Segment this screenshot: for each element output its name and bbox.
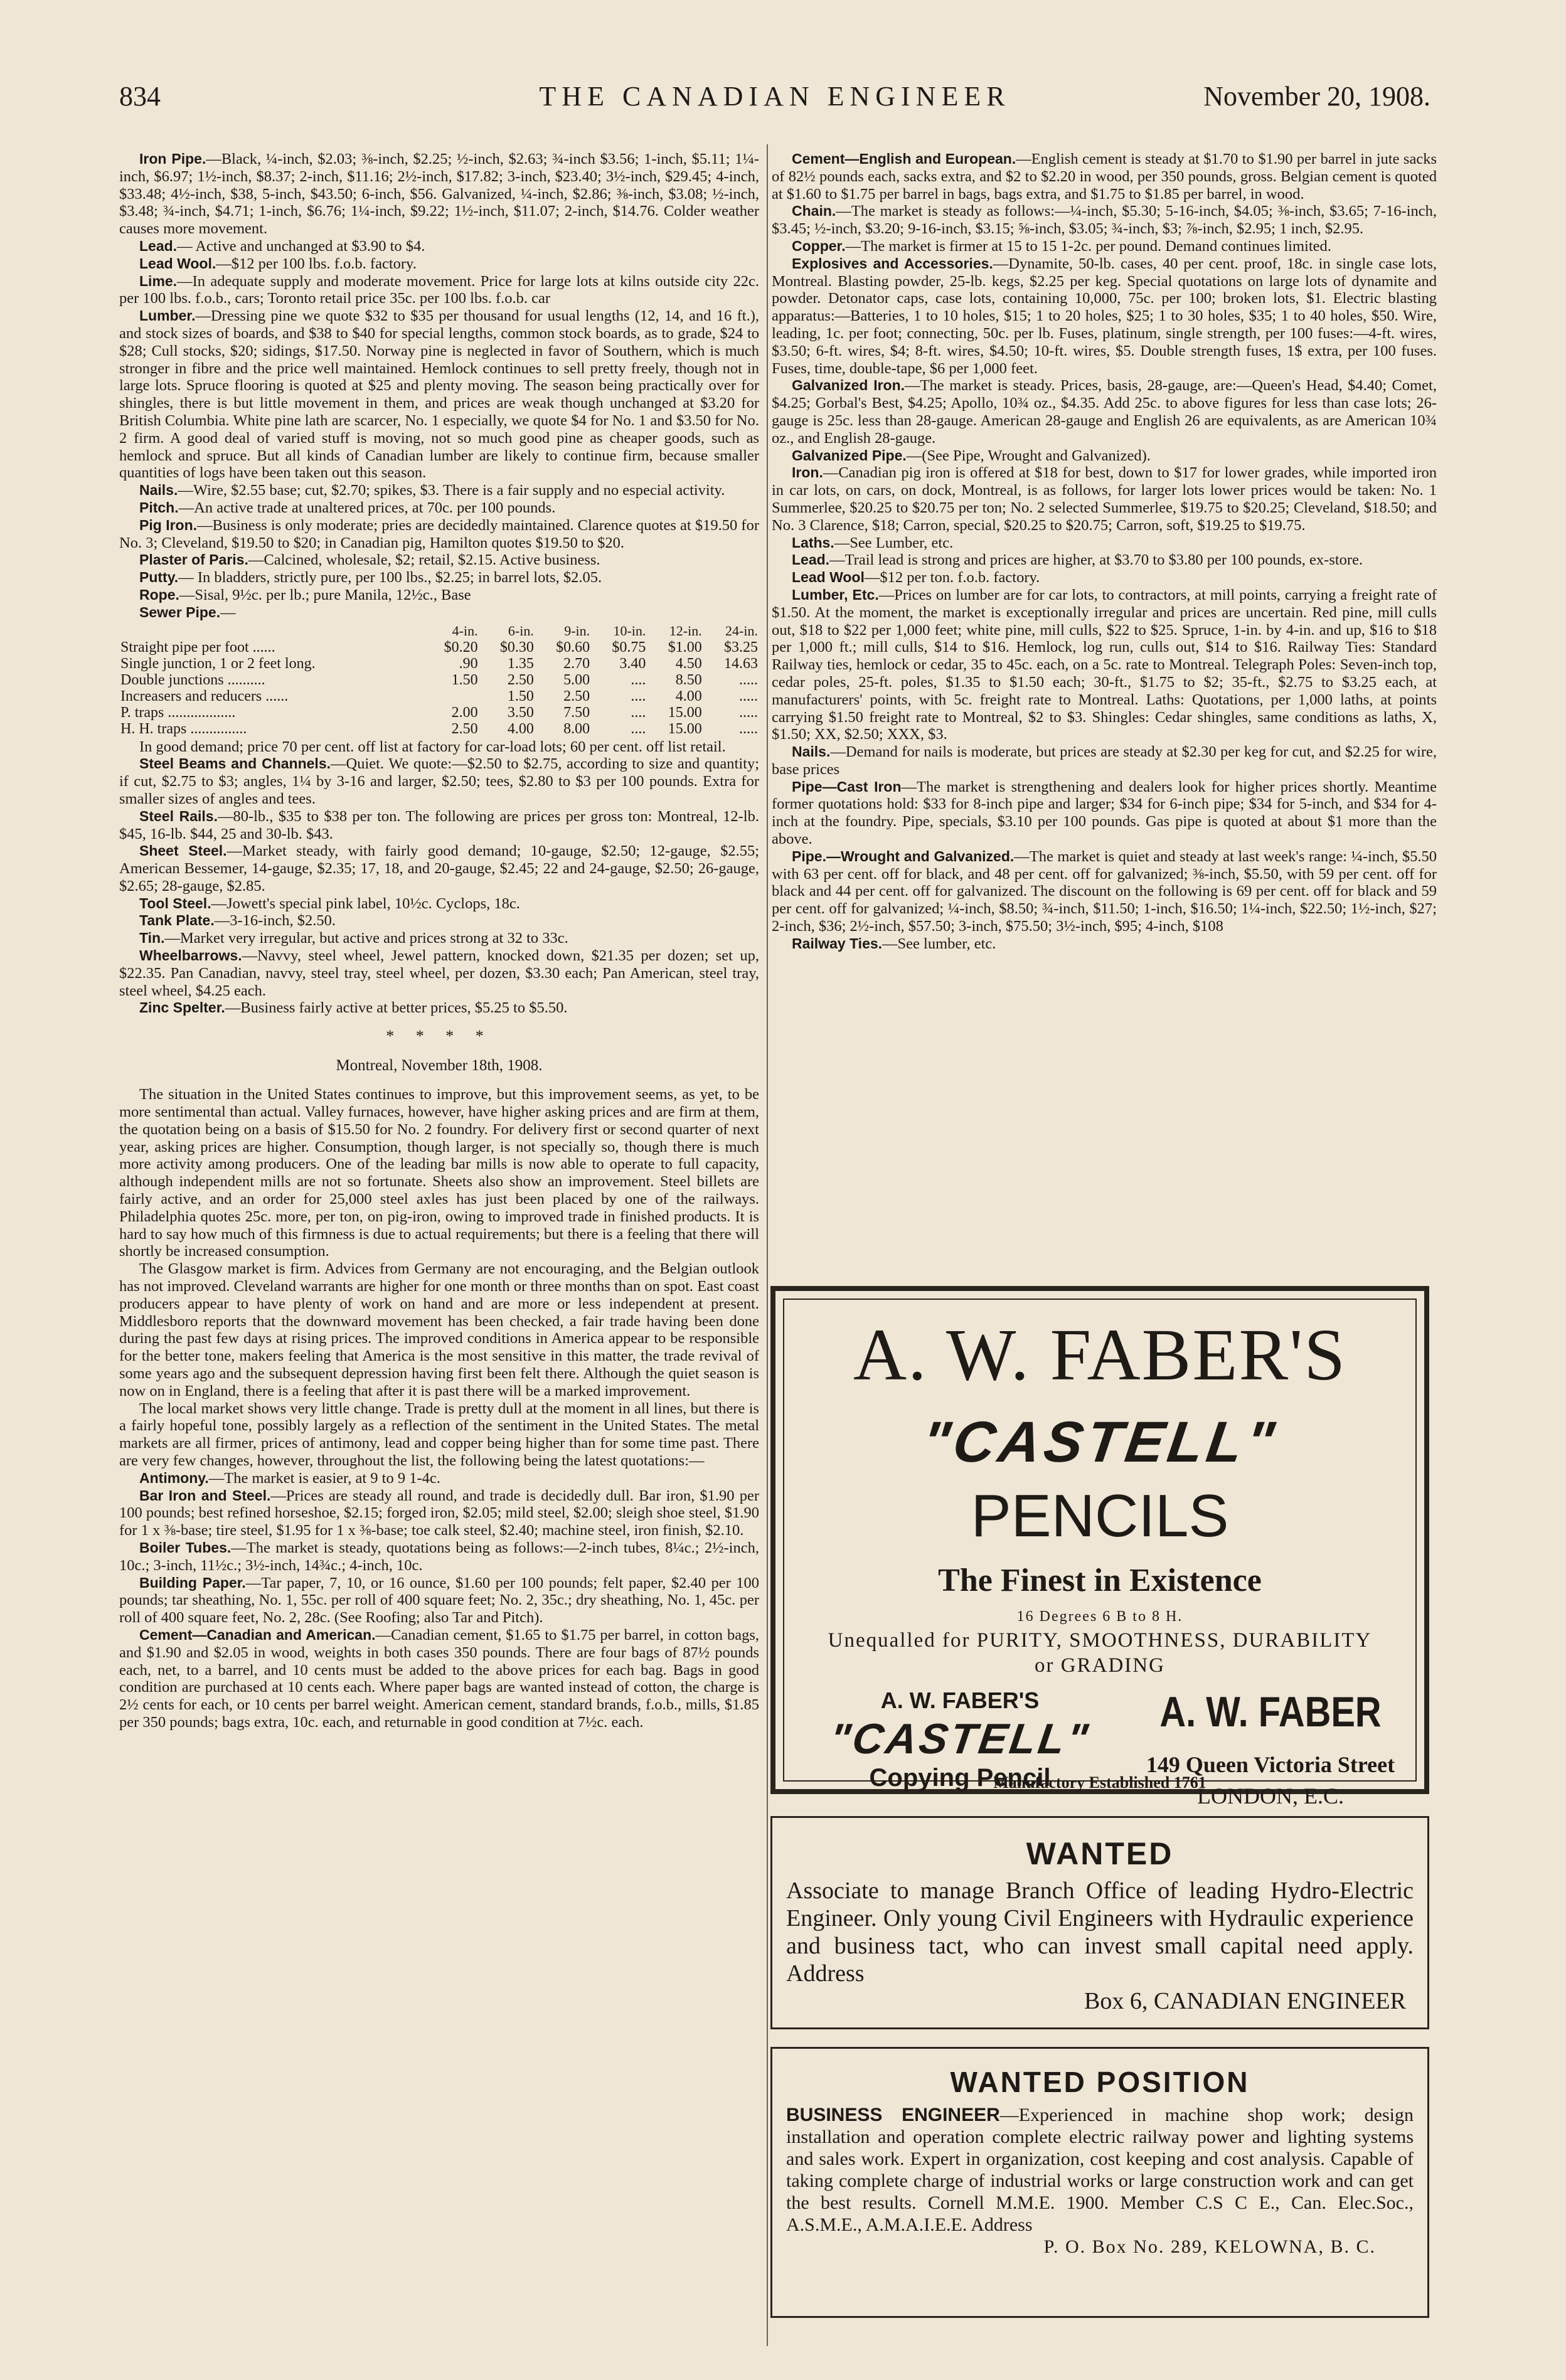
- entry-text: —Navvy, steel wheel, Jewel pattern, knocked down, $21.35 per dozen; set up, $22.35. Pan Canadian, navvy, steel tray, steel wheel, per dozen, $3.30 each; Pan American, steel tray, steel wheel, $4.25 each.: [119, 947, 759, 999]
- wanted-position-lead: BUSINESS ENGINEER: [786, 2105, 1000, 2125]
- entry-text: — In bladders, strictly pure, per 100 lbs., $2.25; in barrel lots, $2.05.: [178, 569, 602, 587]
- table-row: [119, 721, 759, 737]
- entry-heading: Copper.: [792, 237, 846, 254]
- report-paragraph: [119, 1470, 759, 1487]
- entry-text: —The market is strengthening and dealers look for higher prices shortly. Meantime former quotations hold: $33 for 8-inch pipe and larger; $34 for 6-inch pipe; $34 for 5-inch, and $34 for 4-inch at the foundry. Pipe, specials, $3.10 per 100 pounds. Gas pipe is quoted at about $1 more than the above.: [772, 778, 1437, 848]
- market-list-toronto: [119, 151, 759, 622]
- entry-heading: Lead Wool: [792, 569, 865, 586]
- sewer-price-cell: .....: [739, 704, 758, 721]
- price-entry: [772, 743, 1437, 778]
- report-paragraph: [119, 1539, 759, 1575]
- entry-heading: Galvanized Iron.: [792, 377, 905, 394]
- left-column: [119, 151, 759, 2346]
- report-paragraph: [119, 1575, 759, 1627]
- entry-heading: Tank Plate.: [139, 912, 215, 929]
- column-divider: [767, 144, 768, 2346]
- wanted-ad: [770, 1816, 1429, 2029]
- entry-text: —Canadian cement, $1.65 to $1.75 per barrel, in cotton bags, and $1.90 and $2.05 in wood, weights in both cases 350 pounds. There are four bags of 87½ pounds each, net, to a barrel, and 10 cents must be added to the above prices for each bag. Bags in good condition are purchased at 10 cents each. Where paper bags are wanted instead of cotton, the charge is 2½ cents for each, or 10 cents per barrel weight. American cement, standard brands, f.o.b., mills, $1.85 per 350 pounds; bags extra, 10c. each, and returnable in good condition at 7½c. each.: [119, 1626, 759, 1731]
- price-entry: [772, 778, 1437, 848]
- montreal-dateline: Montreal, November 18th, 1908.: [336, 1057, 543, 1075]
- sewer-price-cell: $0.30: [499, 639, 534, 656]
- faber-pencils-ad: [770, 1286, 1429, 1809]
- price-entry: [119, 808, 759, 843]
- entry-heading: Plaster of Paris.: [139, 551, 248, 568]
- entry-text: —Sisal, 9½c. per lb.; pure Manila, 12½c., Base: [179, 586, 471, 603]
- sewer-price-cell: 1.50: [451, 671, 478, 688]
- faber-ad-street: 149 Queen Victoria Street: [1146, 1752, 1395, 1777]
- price-entry: [772, 464, 1437, 534]
- entry-text: —Jowett's special pink label, 10½c. Cyclops, 18c.: [211, 895, 520, 912]
- price-entry: [119, 307, 759, 482]
- entry-text: —80-lb., $35 to $38 per ton. The following are prices per gross ton: Montreal, 12-lb. $45, 16-lb. $44, 25 and 30-lb. $43.: [119, 807, 759, 842]
- entry-heading: Pipe—Cast Iron: [792, 778, 902, 795]
- entry-text: —The market is steady, quotations being as follows:—2-inch tubes, 8¼c.; 2½-inch, 10c.; 3-inch, 11½c.; 3½-inch, 14¾c.; 4-inch, 10c.: [119, 1539, 759, 1574]
- sewer-row-label: Single junction, 1 or 2 feet long.: [120, 655, 316, 672]
- price-entry: [772, 935, 1437, 953]
- entry-text: — Active and unchanged at $3.90 to $4.: [177, 237, 425, 255]
- page-header: [119, 80, 1430, 124]
- price-entry: [772, 238, 1437, 255]
- wanted-position-text: —Experienced in machine shop work; design installation and operation complete electric railway power and lighting systems and sales work. Expert in organization, cost keeping and cost analysis. Capable of taking complete charge of industrial works or large construction work and can get the best results. Cornell M.M.E. 1900. Member C.S C E., Can. Elec.Soc., A.S.M.E., A.M.A.I.E.E. Address: [786, 2105, 1414, 2235]
- entry-heading: Nails.: [792, 743, 831, 760]
- entry-text: —Wire, $2.55 base; cut, $2.70; spikes, $3. There is a fair supply and no especial activity.: [178, 482, 725, 499]
- price-entry: [772, 377, 1437, 447]
- entry-text: —The market is steady. Prices, basis, 28-gauge, are:—Queen's Head, $4.40; Comet, $4.25; Gorbal's Best, $4.25; Apollo, 10¾ oz., $4.35. Add 25c. to above figures for less than case lots; 26-gauge is 25c. less than 28-gauge. American 28-gauge and English 26 are equivalents, as are American 10¾ oz., and English 28-gauge.: [772, 377, 1437, 447]
- entry-text: —Dressing pine we quote $32 to $35 per thousand for usual lengths (12, 14, and 16 ft.), and stock sizes of boards, and $38 to $40 for special lengths, common stock boards, as to grade, $24 to $28; Cull stocks, $20; sidings, $17.50. Norway pine is neglected in favor of Southern, which is much stronger in fibre and the price well maintained. Hemlock continues to sell pretty freely, though not in large lots. Spruce flooring is quoted at $25 and plenty moving. The season being practically over for shingles, there is but little movement in them, and prices are weak though unchanged at $3.20 for British Columbia. White pine lath are scarcer, No. 1 especially, we quote $4 for No. 1 and $3.50 for No. 2 firm. A good deal of varied stuff is moving, not so much good pine as cheaper goods, such as hemlock and spruce. But all kinds of Canadian lumber are likely to continue firm, because smaller quantities of logs have been taken out this season.: [119, 307, 759, 482]
- table-row: [119, 704, 759, 721]
- entry-text: —Black, ¼-inch, $2.03; ⅜-inch, $2.25; ½-inch, $2.63; ¾-inch $3.56; 1-inch, $5.11; 1¼-inch, $6.97; 1½-inch, $8.37; 2-inch, $11.16; 2½-inch, $17.82; 3-inch, $23.40; 3½-inch, $29.45; 4-inch, $33.48; 4½-inch, $38, 5-inch, $43.50; 6-inch, $56. Galvanized, ¼-inch, $2.86; ⅜-inch, $3.08; ½-inch, $3.48; ¾-inch, $4.71; 1-inch, $6.76; 1¼-inch, $9.22; 1½-inch, $11.07; 2-inch, $14.76. Colder weather causes more movement.: [119, 151, 759, 238]
- price-entry: [119, 569, 759, 587]
- entry-text: —Market very irregular, but active and prices strong at 32 to 33c.: [164, 930, 568, 947]
- entry-heading: Pipe.—Wrought and Galvanized.: [792, 847, 1015, 864]
- sewer-column-header: 12-in.: [669, 622, 702, 639]
- wanted-ad-body: Associate to manage Branch Office of leading Hydro-Electric Engineer. Only young Civil Engineers with Hydraulic experience and business tact, who can invest small capital need apply. Address: [786, 1878, 1414, 1987]
- sewer-price-cell: 14.63: [724, 655, 758, 672]
- entry-text: —Prices are steady all round, and trade is decidedly dull. Bar iron, $1.90 per 100 pounds; best refined horseshoe, $2.15; forged iron, $2.05; mild steel, $2.00; sleigh shoe steel, $1.90 for 1 x ⅜-base; tire steel, $1.95 for 1 x ⅜-base; toe calk steel, $2.40; machine steel, iron finish, $2.10.: [119, 1487, 759, 1539]
- sewer-column-header: 9-in.: [564, 622, 590, 639]
- entry-heading: Putty.: [139, 569, 179, 586]
- entry-heading: Lumber, Etc.: [792, 586, 879, 603]
- entry-text: —$12 per 100 lbs. f.o.b. factory.: [216, 255, 417, 272]
- price-entry: [772, 587, 1437, 743]
- price-entry: [772, 534, 1437, 552]
- entry-heading: Zinc Spelter.: [139, 999, 225, 1016]
- entry-text: —Dynamite, 50-lb. cases, 40 per cent. proof, 18c. in single case lots, Montreal. Blasting powder, 25-lb. kegs, $2.25 per keg. Special quotations on large lots of dynamite and powder. Detonator caps, case lots, containing 10,000, 75c. per 100; broken lots, $1. Electric blasting apparatus:—Batteries, 1 to 10 holes, $15; 1 to 20 holes, $25; 1 to 30 holes, $35; 1 to 40 holes, $50. Wire, leading, 1c. per foot; connecting, 50c. per lb. Fuses, platinum, single strength, per 100 fuses:—4-ft. wires, $3.50; 6-ft. wires, $4; 8-ft. wires, $4.50; 10-ft. wires, $5. Double strength fuses, 1$ extra, per 100 fuses. Fuses, time, double-tape, $6 per 1,000 feet.: [772, 255, 1437, 377]
- entry-text: —: [220, 603, 236, 621]
- entry-text: —The market is quiet and steady at last week's range: ¼-inch, $5.50 with 63 per cent. off for black, and 48 per cent. off for galvanized; ⅜-inch, $5.50, with 59 per cent. off for black and 44 per cent. off for galvanized. The discount on the following is 69 per cent. off for black and 59 per cent. off for galvanized; ¼-inch, $8.50; ¾-inch, $11.50; 1-inch, $16.50; 1¼-inch, $22.50; 1½-inch, $27; 2-inch, $36; 2½-inch, $57.50; 3-inch, $75.50; 3½-inch, $95; 4-inch, $108: [772, 847, 1437, 935]
- wanted-ad-heading: WANTED: [1026, 1836, 1174, 1871]
- wanted-position-heading: WANTED POSITION: [950, 2066, 1250, 2098]
- price-entry: [772, 203, 1437, 238]
- sewer-price-cell: $0.20: [444, 639, 478, 656]
- table-row: [119, 688, 759, 704]
- price-entry: [772, 569, 1437, 587]
- price-entry: [772, 551, 1437, 569]
- sewer-row-label: P. traps ..................: [120, 704, 236, 721]
- price-entry: [119, 517, 759, 552]
- sewer-price-cell: 3.50: [507, 704, 534, 721]
- entry-text: —Tar paper, 7, 10, or 16 ounce, $1.60 per 100 pounds; felt paper, $2.40 per 100 pounds; tar sheathing, No. 1, 55c. per roll of 400 square feet; No. 2, 35c.; dry sheathing, No. 1, 45c. per roll of 400 square feet, No. 2, 28c. (See Roofing; also Tar and Pitch).: [119, 1574, 759, 1627]
- price-entry: [119, 930, 759, 947]
- market-report-montreal: [119, 1086, 759, 1731]
- faber-ad-title: A. W. FABER'S: [853, 1314, 1347, 1396]
- market-list-continued: [119, 738, 759, 1017]
- sewer-price-cell: 2.70: [563, 655, 590, 672]
- sewer-row-label: Double junctions ..........: [120, 671, 265, 688]
- table-row: [119, 672, 759, 688]
- section-divider-stars: * * * *: [386, 1027, 493, 1046]
- faber-ad-pencils: PENCILS: [971, 1482, 1229, 1549]
- faber-ad-established: Manufactory Established 1761: [993, 1773, 1206, 1792]
- price-entry: [119, 738, 759, 756]
- entry-heading: Railway Ties.: [792, 935, 883, 952]
- report-paragraph: [119, 1400, 759, 1470]
- entry-heading: Iron Pipe.: [139, 151, 206, 167]
- entry-heading: Steel Beams and Channels.: [139, 755, 331, 772]
- sewer-price-cell: ....: [631, 671, 646, 688]
- entry-text: The Glasgow market is firm. Advices from Germany are not encouraging, and the Belgian outlook has not improved. Cleveland warrants are higher for one month or three months than on spot. East coast producers appear to have plenty of work on hand and are more or less independent at present. Middlesboro reports that the downward movement has been checked, a fair trade having been done during the past few days at rising prices. The improved conditions in America appear to be responsible for the better tone, makers feeling that America is the most sensitive in this matter, the trade revival of some years ago and the subsequent depression having first been felt there. Although the quiet season is now on in England, there is a feeling that after it is past there will be a marked improvement.: [119, 1260, 759, 1400]
- sewer-price-cell: $0.75: [612, 639, 646, 656]
- issue-date: November 20, 1908.: [1203, 81, 1430, 112]
- sewer-price-cell: 3.40: [619, 655, 646, 672]
- journal-title: THE CANADIAN ENGINEER: [539, 81, 1011, 112]
- entry-text: In good demand; price 70 per cent. off list at factory for car-load lots; 60 per cent. off list retail.: [139, 738, 726, 755]
- sewer-column-header: 6-in.: [508, 622, 534, 639]
- entry-heading: Steel Rails.: [139, 807, 218, 824]
- faber-ad-tagline: The Finest in Existence: [938, 1563, 1262, 1598]
- entry-text: —Market steady, with fairly good demand; 10-gauge, $2.50; 12-gauge, $2.55; American Bessemer, 14-gauge, $2.35; 17, 18, and 20-gauge, $2.45; 22 and 24-gauge, $2.50; 26-gauge, $2.65; 28-gauge, $2.85.: [119, 842, 759, 895]
- entry-heading: Antimony.: [139, 1469, 209, 1486]
- report-paragraph: [119, 1260, 759, 1400]
- entry-text: The local market shows very little change. Trade is pretty dull at the moment in all lines, but there is a fairly hopeful tone, possibly largely as a reflection of the sentiment in the United States. The metal markets are all firmer, prices of antimony, lead and copper being higher than for some time past. There are very few changes, however, throughout the list, the following being the latest quotations:—: [119, 1400, 759, 1469]
- sewer-price-cell: 8.50: [675, 671, 702, 688]
- entry-text: —Demand for nails is moderate, but prices are steady at $2.30 per keg for cut, and $2.25 for wire, base prices: [772, 743, 1437, 778]
- entry-heading: Wheelbarrows.: [139, 947, 242, 964]
- entry-text: —Calcined, wholesale, $2; retail, $2.15. Active business.: [248, 551, 600, 569]
- faber-ad-inner-border: [783, 1299, 1417, 1809]
- sewer-table-header: [119, 623, 759, 639]
- faber-ad-degrees: 16 Degrees 6 B to 8 H.: [1016, 1608, 1183, 1625]
- entry-text: —Canadian pig iron is offered at $18 for best, down to $17 for lower grades, while imported iron in car lots, on cars, on dock, Montreal, is as follows, for larger lots lower prices would be taken: No. 1 Summerlee, $20.25 to $20.75 per ton; No. 2 selected Summerlee, $19.75 to $20.25; Cleveland, $18.50; and No. 3 Clarence, $18; Carron, special, $20.25 to $20.75; Carron, soft, $19.25 to $19.75.: [772, 464, 1437, 534]
- price-entry: [119, 273, 759, 308]
- entry-heading: Chain.: [792, 203, 836, 220]
- sewer-row-label: H. H. traps ...............: [120, 720, 247, 737]
- entry-heading: Sheet Steel.: [139, 842, 227, 859]
- price-entry: [119, 551, 759, 569]
- sewer-pipe-table: [119, 623, 759, 737]
- entry-text: —(See Pipe, Wrought and Galvanized).: [906, 447, 1151, 464]
- sewer-price-cell: 1.35: [507, 655, 534, 672]
- sewer-price-cell: $1.00: [668, 639, 702, 656]
- sewer-price-cell: .....: [739, 671, 758, 688]
- entry-heading: Pitch.: [139, 499, 179, 516]
- entry-text: —$12 per ton. f.o.b. factory.: [864, 569, 1040, 587]
- entry-heading: Rope.: [139, 586, 179, 603]
- entry-text: —An active trade at unaltered prices, at 70c. per 100 pounds.: [178, 499, 556, 516]
- entry-text: —The market is firmer at 15 to 15 1-2c. per pound. Demand continues limited.: [845, 237, 1331, 255]
- entry-heading: Lumber.: [139, 307, 196, 324]
- sewer-price-cell: ....: [631, 688, 646, 704]
- faber-ad-grading: or GRADING: [1035, 1654, 1165, 1677]
- sewer-price-cell: 1.50: [507, 688, 534, 704]
- sewer-price-cell: .90: [459, 655, 478, 672]
- sewer-column-header: 4-in.: [452, 622, 478, 639]
- faber-ad-city: LONDON, E.C.: [1197, 1783, 1344, 1809]
- sewer-column-header: 24-in.: [725, 622, 758, 639]
- price-entry: [119, 587, 759, 604]
- sewer-price-cell: 2.00: [451, 704, 478, 721]
- sewer-price-cell: 7.50: [563, 704, 590, 721]
- price-entry: [772, 151, 1437, 203]
- price-entry: [119, 255, 759, 273]
- market-list-right: [772, 151, 1437, 953]
- report-paragraph: [119, 1487, 759, 1539]
- sewer-price-cell: 4.00: [675, 688, 702, 704]
- table-row: [119, 656, 759, 672]
- faber-ad-left-copy: Copying Pencil: [869, 1764, 1051, 1792]
- price-entry: [119, 482, 759, 499]
- entry-heading: Iron.: [792, 464, 823, 481]
- price-entry: [119, 238, 759, 255]
- entry-heading: Galvanized Pipe.: [792, 447, 907, 464]
- entry-text: —See lumber, etc.: [882, 935, 996, 952]
- entry-heading: Bar Iron and Steel.: [139, 1487, 271, 1504]
- sewer-price-cell: 2.50: [563, 688, 590, 704]
- entry-text: —The market is steady as follows:—¼-inch, $5.30; 5-16-inch, $4.05; ⅜-inch, $3.65; 7-16-inch, $3.45; ½-inch, $3.20; 9-16-inch, $3.15; ⅝-inch, $3.05; ¾-inch, $3; ⅞-inch, $2.95; 1 inch, $2.95.: [772, 203, 1437, 238]
- price-entry: [119, 755, 759, 807]
- entry-heading: Laths.: [792, 534, 834, 551]
- entry-heading: Pig Iron.: [139, 516, 198, 533]
- entry-heading: Building Paper.: [139, 1574, 246, 1591]
- entry-heading: Lime.: [139, 272, 178, 289]
- entry-heading: Boiler Tubes.: [139, 1539, 232, 1556]
- sewer-price-cell: 2.50: [451, 720, 478, 737]
- price-entry: [119, 151, 759, 238]
- wanted-position-body: [786, 2104, 1414, 2236]
- faber-ad-right-name: A. W. FABER: [1159, 1688, 1382, 1736]
- entry-text: —English cement is steady at $1.70 to $1.90 per barrel in jute sacks of 82½ pounds each, sacks extra, and $2 to $2.20 in wood, per 350 pounds, gross. Belgian cement is quoted at $1.60 to $1.75 per barrel in bags, bags extra, and $1.75 to $1.85 per barrel, in wood.: [772, 151, 1437, 203]
- price-entry: [119, 842, 759, 895]
- wanted-position-address: P. O. Box No. 289, KELOWNA, B. C.: [1043, 2236, 1376, 2257]
- entry-heading: Lead Wool.: [139, 255, 216, 272]
- price-entry: [772, 848, 1437, 935]
- sewer-price-cell: 15.00: [668, 704, 702, 721]
- faber-ad-left-name: A. W. FABER'S: [880, 1687, 1040, 1713]
- entry-heading: Lead.: [139, 237, 178, 254]
- entry-text: —Business is only moderate; pries are decidedly maintained. Clarence quotes at $19.50 for No. 3; Cleveland, $19.50 to $20; in Canadian pig, Hamilton quotes $19.50 to $20.: [119, 516, 759, 551]
- sewer-price-cell: $0.60: [556, 639, 590, 656]
- sewer-price-cell: ....: [631, 720, 646, 737]
- report-paragraph: [119, 1627, 759, 1731]
- price-entry: [119, 604, 759, 622]
- sewer-price-cell: ....: [631, 704, 646, 721]
- price-entry: [119, 895, 759, 913]
- entry-heading: Cement—English and European.: [792, 151, 1016, 167]
- sewer-header-blank: [119, 623, 423, 639]
- faber-ad-castell: "CASTELL": [918, 1410, 1282, 1474]
- entry-text: —The market is easier, at 9 to 9 1-4c.: [208, 1469, 440, 1487]
- sewer-row-label: Straight pipe per foot ......: [120, 639, 275, 656]
- entry-text: —Business fairly active at better prices, $5.25 to $5.50.: [225, 999, 568, 1017]
- price-entry: [772, 255, 1437, 378]
- entry-text: —Trail lead is strong and prices are higher, at $3.70 to $3.80 per 100 pounds, ex-store.: [829, 551, 1363, 569]
- sewer-price-cell: $3.25: [724, 639, 758, 656]
- wanted-ad-address: Box 6, CANADIAN ENGINEER: [1084, 1988, 1406, 2014]
- price-entry: [119, 499, 759, 517]
- sewer-price-cell: 4.50: [675, 655, 702, 672]
- page-number: 834: [119, 81, 161, 112]
- entry-heading: Lead.: [792, 551, 830, 568]
- sewer-column-header: 10-in.: [613, 622, 646, 639]
- wanted-position-ad: [770, 2047, 1429, 2318]
- sewer-price-cell: 4.00: [507, 720, 534, 737]
- entry-heading: Explosives and Accessories.: [792, 255, 993, 272]
- entry-text: The situation in the United States continues to improve, but this improvement seems, as yet, to be more sentimental than actual. Valley furnaces, however, have higher asking prices and are firm at them, the quotation being on a basis of $15.50 for No. 2 foundry. For delivery first or second quarter of next year, asking prices are higher. Consumption, though larger, is not specially so, though there is much more activity among producers. One of the leading bar mills is now able to operate to full capacity, although independent mills are not so fortunate. Sheets also show an improvement. Steel billets are fairly active, and an order for 25,000 steel axles has just been placed by one of the railways. Philadelphia quotes 25c. more, per ton, on pig-iron, owing to improved trade in finished products. It is hard to say how much of this firmness is due to actual requirements; but there is a feeling that there will shortly be increased consumption.: [119, 1086, 759, 1260]
- faber-ad-unequalled: Unequalled for PURITY, SMOOTHNESS, DURABILITY: [828, 1629, 1372, 1652]
- sewer-row-label: Increasers and reducers ......: [120, 688, 289, 704]
- entry-heading: Nails.: [139, 482, 178, 499]
- entry-heading: Cement—Canadian and American.: [139, 1626, 376, 1643]
- sewer-price-cell: 5.00: [563, 671, 590, 688]
- entry-text: —3-16-inch, $2.50.: [214, 912, 336, 930]
- sewer-price-cell: .....: [739, 720, 758, 737]
- table-row: [119, 639, 759, 656]
- price-entry: [772, 447, 1437, 465]
- right-column: [772, 151, 1437, 1292]
- entry-heading: Tool Steel.: [139, 895, 211, 911]
- entry-heading: Sewer Pipe.: [139, 603, 221, 620]
- price-entry: [119, 947, 759, 999]
- entry-text: —Prices on lumber are for car lots, to contractors, at mill points, carrying a freight rate of $1.50. At the moment, the market is exceptionally irregular and prices are uncertain. Red pine, mill culls out, $18 to $22 per 1,000 feet; white pine, mill culls, $22 to $25. Spruce, 1-in. by 4-in. and up, $16 to $18 per 1,000 ft.; mill culls, $14 to $16. Hemlock, log run, culls out, $14 to $16. Railway Ties: Standard Railway ties, hemlock or cedar, 35 to 45c. each, on a 5c. rate to Montreal. Telegraph Poles: Seven-inch top, cedar poles, 25-ft. poles, $1.35 to $1.50 each; 30-ft., $1.75 to $2; 35-ft., $2.75 to $3.25 each, at manufacturers' points, with 5c. freight rate to Montreal. Laths: Quotations, per 1,000 laths, at points carrying $1.50 freight rate to Montreal, $2 to $3. Shingles: Cedar shingles, same conditions as laths, X, $1.50; XX, $2.50; XXX, $3.: [772, 586, 1437, 743]
- sewer-price-cell: 8.00: [563, 720, 590, 737]
- faber-ad-left-castell: "CASTELL": [826, 1715, 1094, 1763]
- sewer-price-cell: 15.00: [668, 720, 702, 737]
- entry-heading: Tin.: [139, 930, 165, 947]
- sewer-price-cell: 2.50: [507, 671, 534, 688]
- sewer-price-cell: [423, 688, 479, 704]
- report-paragraph: [119, 1086, 759, 1260]
- price-entry: [119, 912, 759, 930]
- sewer-price-cell: .....: [739, 688, 758, 704]
- entry-text: —Quiet. We quote:—$2.50 to $2.75, according to size and quantity; if cut, $2.75 to $3; angles, 1¼ by 3-16 and larger, $2.50; tees, $2.80 to $3 per 100 pounds. Extra for smaller sizes of angles and tees.: [119, 755, 759, 807]
- entry-text: —In adequate supply and moderate movement. Price for large lots at kilns outside city 22c. per 100 lbs. f.o.b., cars; Toronto retail price 35c. per 100 lbs. f.o.b. car: [119, 272, 759, 307]
- price-entry: [119, 999, 759, 1017]
- entry-text: —See Lumber, etc.: [834, 534, 954, 551]
